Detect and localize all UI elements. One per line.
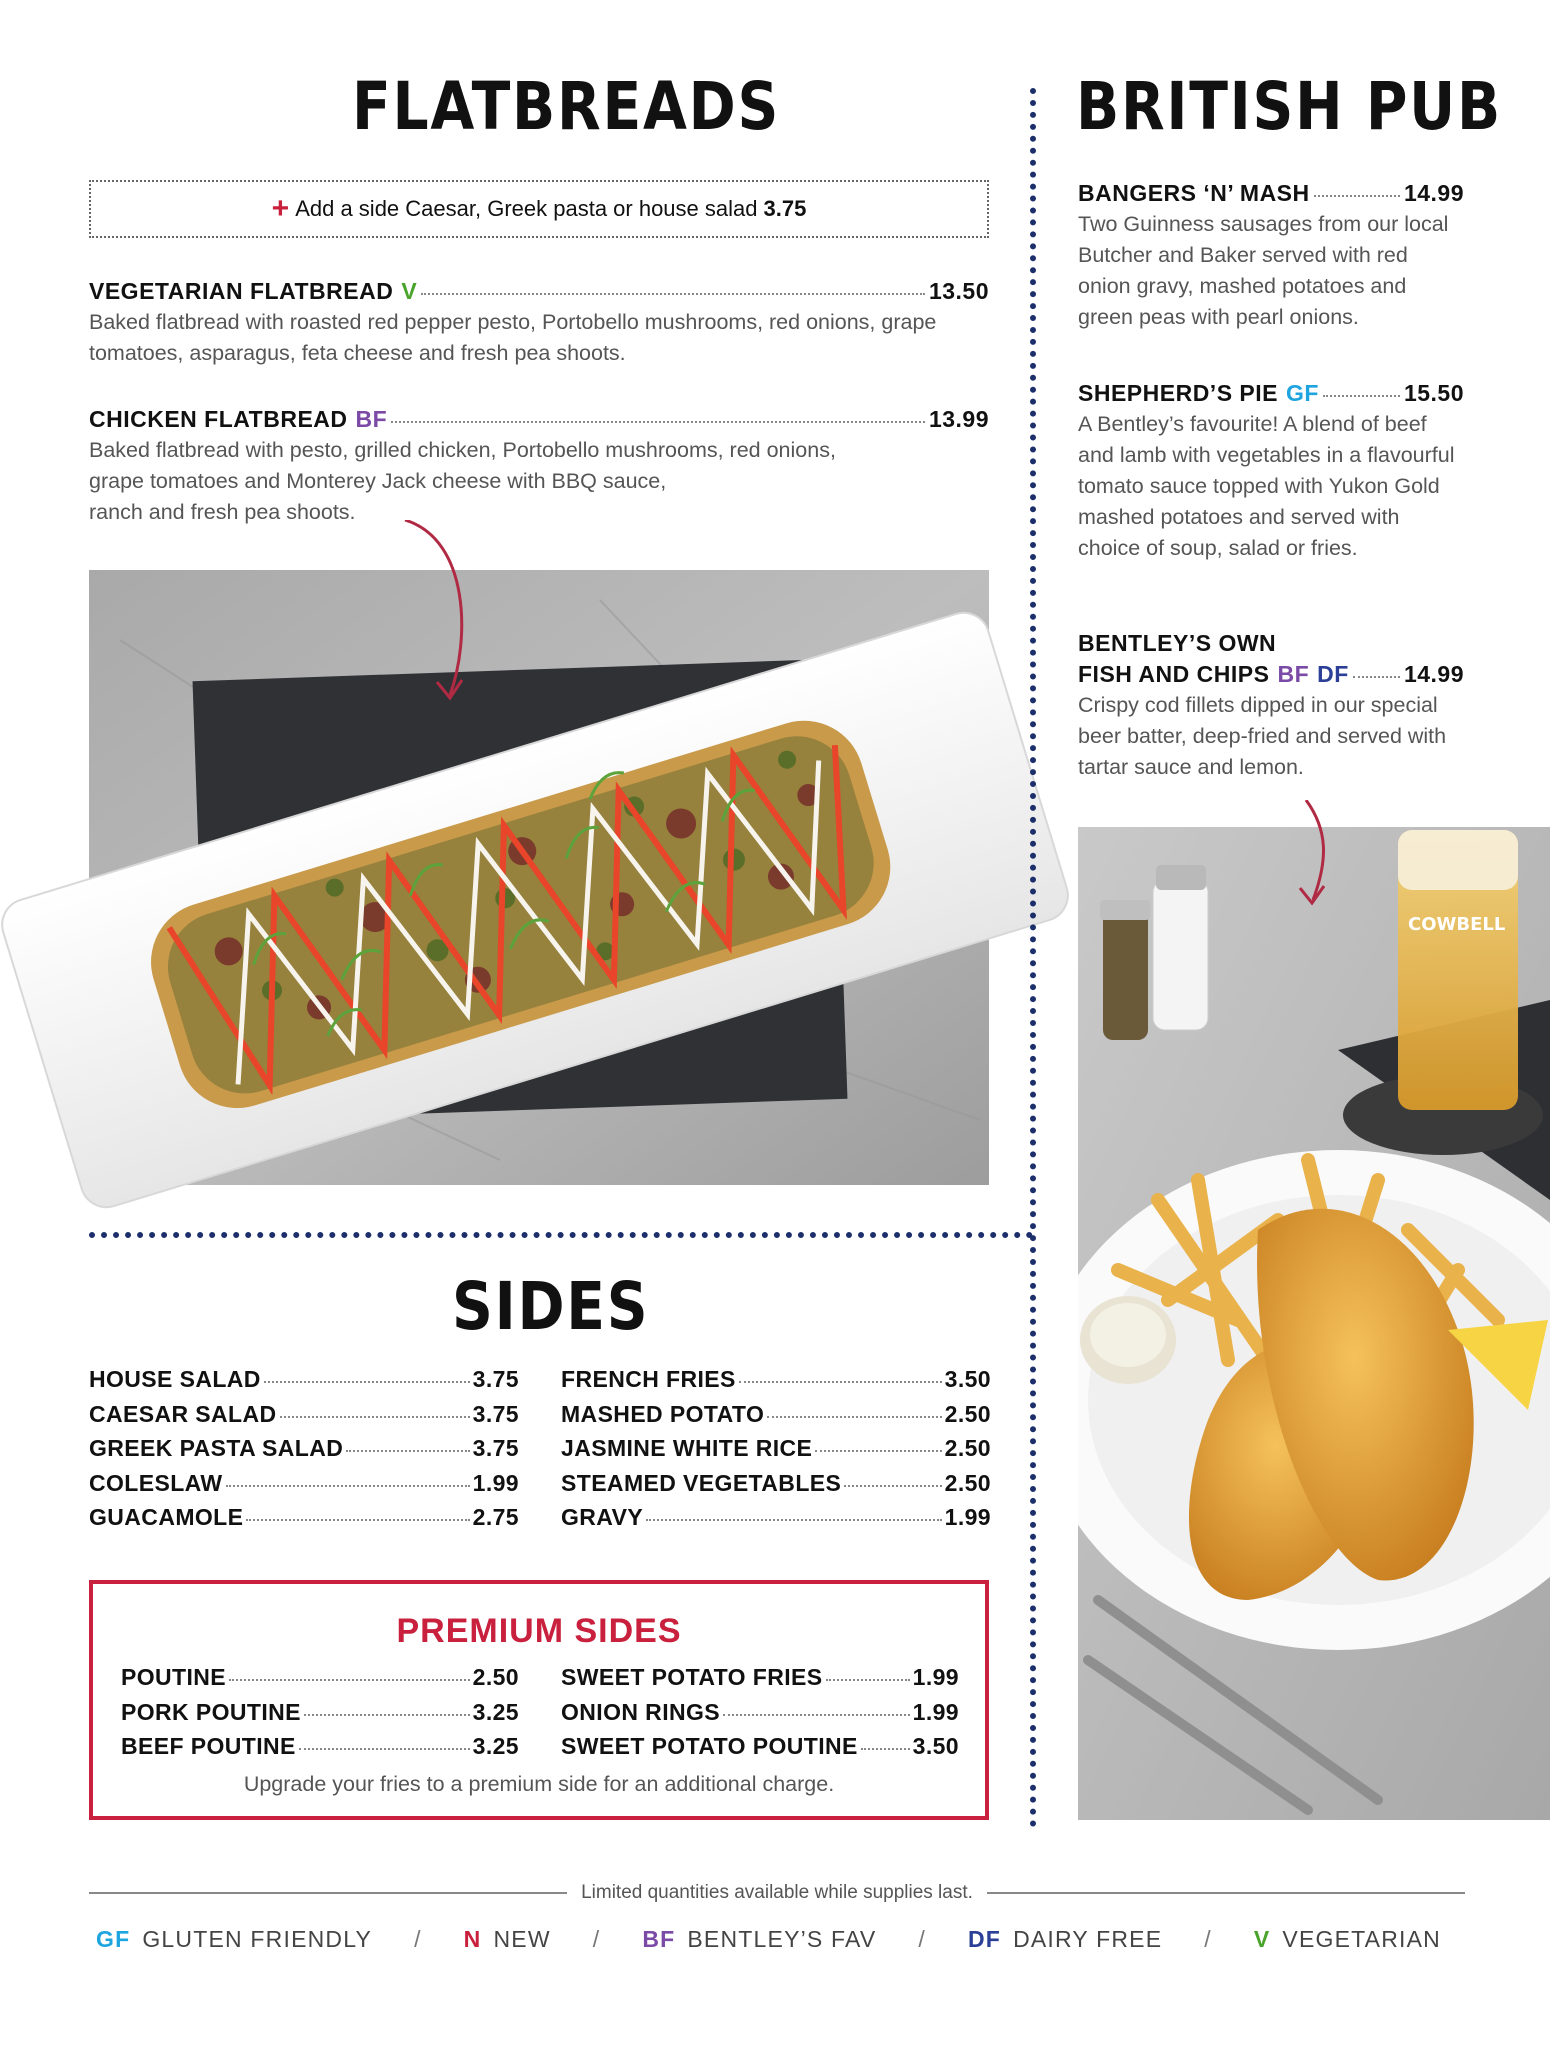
tag-dairy-free: DF	[1317, 661, 1349, 687]
item-price: 14.99	[1403, 180, 1464, 206]
premium-item: SWEET POTATO FRIES 1.99	[561, 1664, 959, 1690]
premium-sides-heading: PREMIUM SIDES	[396, 1612, 682, 1650]
sides-list-left	[89, 1366, 519, 1539]
legend-code-gf: GF	[96, 1926, 131, 1952]
legend-code-n: N	[463, 1926, 482, 1952]
tag-bentleys-fav: BF	[1277, 661, 1310, 687]
vertical-dotted-divider	[1030, 88, 1036, 1828]
legend-separator: /	[1204, 1926, 1212, 1952]
side-item: JASMINE WHITE RICE 2.50	[561, 1435, 991, 1461]
item-price: 15.50	[1403, 380, 1464, 406]
item-price: 13.99	[928, 406, 989, 432]
item-name: CHICKEN FLATBREAD	[89, 406, 348, 432]
dietary-legend	[96, 1926, 1441, 1953]
premium-item: PORK POUTINE 3.25	[121, 1698, 519, 1725]
item-name: BANGERS ‘N’ MASH	[1078, 180, 1310, 206]
item-description	[89, 435, 989, 528]
premium-item: SWEET POTATO POUTINE 3.50	[561, 1733, 959, 1759]
footer-notice-row	[89, 1882, 1465, 1904]
footer-rule-right	[987, 1892, 1465, 1894]
flatbread-photo	[0, 520, 1070, 1220]
side-item: GRAVY 1.99	[561, 1504, 991, 1530]
add-side-price: 3.75	[763, 196, 807, 221]
item-description: A Bentley’s favourite! A blend of beef and lamb with vegetables in a flavourful tomato sauce topped with Yukon Gold mashed potatoes and served with choice of soup, salad or fries.	[1078, 412, 1455, 560]
tag-vegetarian: V	[401, 278, 418, 304]
item-name-line1: BENTLEY’S OWN	[1078, 630, 1277, 656]
premium-note: Upgrade your fries to a premium side for an additional charge.	[243, 1772, 835, 1796]
side-item: STEAMED VEGETABLES 2.50	[561, 1469, 991, 1496]
tag-bentleys-fav: BF	[355, 406, 388, 432]
fish-and-chips-photo	[1078, 800, 1550, 1820]
legend-separator: /	[592, 1926, 601, 1952]
side-item: MASHED POTATO 2.50	[561, 1400, 991, 1427]
premium-item: ONION RINGS 1.99	[561, 1698, 959, 1725]
side-item: GUACAMOLE 2.75	[89, 1504, 519, 1530]
side-item: CAESAR SALAD 3.75	[89, 1400, 519, 1427]
footer-notice: Limited quantities available while supplies last.	[581, 1882, 973, 1903]
british-pub-heading: BRITISH PUB	[1076, 68, 1502, 145]
side-item: HOUSE SALAD 3.75	[89, 1366, 519, 1392]
leader-dots	[421, 293, 925, 295]
premium-sides-box	[89, 1580, 989, 1820]
side-item: GREEK PASTA SALAD 3.75	[89, 1435, 519, 1461]
desc-line: grape tomatoes and Monterey Jack cheese with BBQ sauce,	[89, 469, 667, 493]
horizontal-dotted-divider	[89, 1232, 1033, 1238]
legend-label-gf: GLUTEN FRIENDLY	[142, 1926, 373, 1952]
side-item: COLESLAW 1.99	[89, 1469, 519, 1496]
legend-separator: /	[918, 1926, 926, 1952]
premium-list-right	[561, 1664, 959, 1768]
leader-dots	[391, 421, 925, 423]
flatbreads-heading: FLATBREADS	[352, 68, 781, 145]
item-price: 14.99	[1403, 661, 1464, 687]
legend-label-v: VEGETARIAN	[1282, 1926, 1441, 1952]
menu-item-vegetarian-flatbread	[89, 278, 989, 369]
item-description: Crispy cod fillets dipped in our special beer batter, deep-fried and served with tartar sauce and lemon.	[1078, 693, 1447, 779]
item-name: VEGETARIAN FLATBREAD	[89, 278, 394, 304]
item-description: Baked flatbread with roasted red pepper pesto, Portobello mushrooms, red onions, grape tomatoes, asparagus, feta cheese and fresh pea shoots.	[89, 310, 937, 365]
sides-heading: SIDES	[452, 1268, 650, 1345]
plus-icon: +	[271, 192, 290, 225]
footer-rule-left	[89, 1892, 567, 1894]
legend-code-bf: BF	[642, 1926, 676, 1952]
menu-item-bangers-n-mash	[1078, 180, 1464, 333]
desc-line: ranch and fresh pea shoots.	[89, 500, 356, 524]
premium-item: BEEF POUTINE 3.25	[121, 1733, 519, 1759]
legend-label-bf: BENTLEY’S FAV	[687, 1926, 877, 1952]
item-name-line2: FISH AND CHIPS	[1078, 661, 1270, 687]
menu-item-shepherds-pie	[1078, 380, 1464, 564]
legend-code-v: V	[1253, 1926, 1271, 1952]
add-side-banner	[89, 180, 989, 238]
premium-list-left	[121, 1664, 519, 1768]
add-side-text: Add a side Caesar, Greek pasta or house salad	[295, 196, 758, 221]
tag-gluten-friendly: GF	[1286, 380, 1319, 406]
legend-label-n: NEW	[493, 1926, 551, 1952]
desc-line: Baked flatbread with pesto, grilled chicken, Portobello mushrooms, red onions,	[89, 438, 836, 462]
menu-item-fish-and-chips	[1078, 630, 1464, 783]
glass-logo-text: COWBELL	[1408, 914, 1506, 935]
side-item: FRENCH FRIES 3.50	[561, 1366, 991, 1392]
sides-list-right	[561, 1366, 991, 1539]
item-description: Two Guinness sausages from our local Butcher and Baker served with red onion gravy, mashed potatoes and green peas with pearl onions.	[1078, 212, 1449, 329]
leader-dots	[1353, 676, 1400, 678]
legend-code-df: DF	[968, 1926, 1002, 1952]
leader-dots	[1314, 195, 1400, 197]
legend-separator: /	[414, 1926, 422, 1952]
item-name: SHEPHERD’S PIE	[1078, 380, 1278, 406]
leader-dots	[1323, 395, 1400, 397]
menu-item-chicken-flatbread	[89, 406, 989, 528]
item-price: 13.50	[928, 278, 989, 304]
premium-item: POUTINE 2.50	[121, 1664, 519, 1690]
legend-label-df: DAIRY FREE	[1013, 1926, 1163, 1952]
